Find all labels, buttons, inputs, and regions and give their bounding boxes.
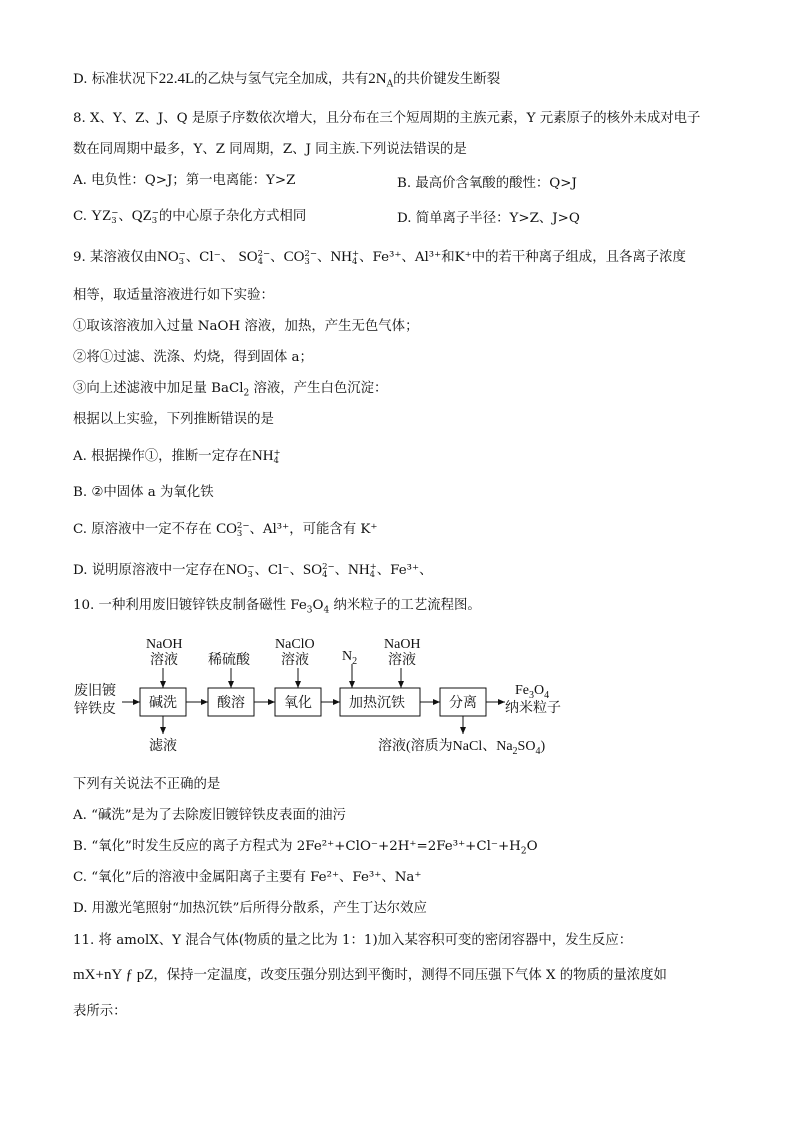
q11-stem-line2: mX+nY ƒ pZ，保持一定温度，改变压强分别达到平衡时，测得不同压强下气体 X 的物质的量浓度如 bbox=[73, 967, 667, 983]
q9-step3: ③向上述滤液中加足量 BaCl$_2$ 溶液，产生白色沉淀： bbox=[73, 381, 388, 399]
q8-option-a: A. 电负性：Q>J；第一电离能：Y>Z bbox=[73, 173, 296, 188]
reagent-1-line1: NaOH bbox=[146, 637, 183, 652]
q9-stem-line1: 9. 某溶液仅由NO − 3 、Cl⁻、 SO 2− 4 、CO 2− 3 、NH + 4 、Fe³⁺、Al³⁺和K⁺中的若干种离子组成，且各离子浓度 bbox=[73, 248, 686, 267]
process-flow-diagram bbox=[60, 628, 600, 764]
q8-option-c: C. YZ − 3 、QZ − 3 的中心原子杂化方式相同 bbox=[73, 207, 307, 226]
box-separation-label: 分离 bbox=[449, 696, 477, 711]
q9-option-b: B. ②中固体 a 为氧化铁 bbox=[73, 485, 214, 500]
q10-option-a: A. “碱洗”是为了去除废旧镀锌铁皮表面的油污 bbox=[73, 808, 346, 823]
q10-option-b: B. “氧化”时发生反应的离子方程式为 $2Fe^{2+}+ClO^-+2H^+=2Fe^{3+}+Cl^-+H_2O$ bbox=[73, 839, 538, 857]
reagent-1-line2: 溶液 bbox=[150, 653, 178, 668]
q9-step1: ①取该溶液加入过量 NaOH 溶液，加热，产生无色气体； bbox=[73, 319, 419, 334]
reagent-5-line2: 溶液 bbox=[388, 653, 416, 668]
q8-option-d: D. 简单离子半径：Y>Z、J>Q bbox=[397, 211, 580, 226]
reagent-3-line1: NaClO bbox=[275, 637, 315, 652]
q9-step2: ②将①过滤、洗涤、灼烧，得到固体 a； bbox=[73, 350, 313, 365]
q10-option-c: C. “氧化”后的溶液中金属阳离子主要有 Fe²⁺、Fe³⁺、Na⁺ bbox=[73, 870, 422, 885]
q9-stem-line2: 相等，取适量溶液进行如下实验： bbox=[73, 288, 274, 303]
reagent-4: $N_2$ bbox=[342, 649, 358, 667]
q10-question: 下列有关说法不正确的是 bbox=[73, 777, 221, 792]
reagent-3-line2: 溶液 bbox=[281, 653, 309, 668]
filtrate-label: 滤液 bbox=[149, 739, 177, 754]
q11-stem-line3: 表所示： bbox=[73, 1004, 127, 1019]
box-heat-precipitate-label: 加热沉铁 bbox=[349, 696, 405, 711]
q9-option-a: A. 根据操作①，推断一定存在NH + 4 bbox=[73, 447, 281, 466]
q8-option-b: B. 最高价含氧酸的酸性：Q>J bbox=[397, 176, 577, 191]
box-alkali-wash-label: 碱洗 bbox=[149, 696, 177, 711]
raw-material-line1: 废旧镀 bbox=[74, 684, 116, 699]
q9-question: 根据以上实验，下列推断错误的是 bbox=[73, 412, 274, 427]
box-acid-dissolve-label: 酸溶 bbox=[217, 696, 245, 711]
product-line1: $Fe_3O_4$ bbox=[515, 683, 550, 701]
raw-material-line2: 锌铁皮 bbox=[74, 702, 116, 717]
q11-stem-line1: 11. 将 amolX、Y 混合气体(物质的量之比为 1：1)加入某容积可变的密闭容器中，发生反应： bbox=[73, 933, 633, 948]
q8-stem-line2: 数在同周期中最多，Y、Z 同周期，Z、J 同主族.下列说法错误的是 bbox=[73, 142, 467, 157]
q8-stem-line1: 8. X、Y、Z、J、Q 是原子序数依次增大，且分布在三个短周期的主族元素，Y 元素原子的核外未成对电子 bbox=[73, 111, 701, 126]
box-oxidation-label: 氧化 bbox=[284, 696, 312, 711]
q10-stem: 10. 一种利用废旧镀锌铁皮制备磁性 $Fe_3O_4$ 纳米粒子的工艺流程图。 bbox=[73, 598, 481, 616]
solution-label: 溶液(溶质为NaCl、$Na_2SO_4$) bbox=[378, 739, 546, 757]
reagent-2: 稀硫酸 bbox=[208, 653, 250, 668]
q10-option-d: D. 用激光笔照射“加热沉铁”后所得分散系，产生丁达尔效应 bbox=[73, 901, 427, 916]
q7-option-d: D. 标准状况下22.4L的乙炔与氢气完全加成，共有$2N_A$的共价键发生断裂 bbox=[73, 71, 501, 90]
q9-option-c: C. 原溶液中一定不存在 CO 2− 3 、Al³⁺，可能含有 K⁺ bbox=[73, 520, 378, 539]
reagent-5-line1: NaOH bbox=[384, 637, 421, 652]
product-line2: 纳米粒子 bbox=[505, 701, 561, 716]
q9-option-d: D. 说明原溶液中一定存在NO − 3 、Cl⁻、SO 2− 4 、NH + 4 、Fe³⁺、 bbox=[73, 561, 433, 580]
